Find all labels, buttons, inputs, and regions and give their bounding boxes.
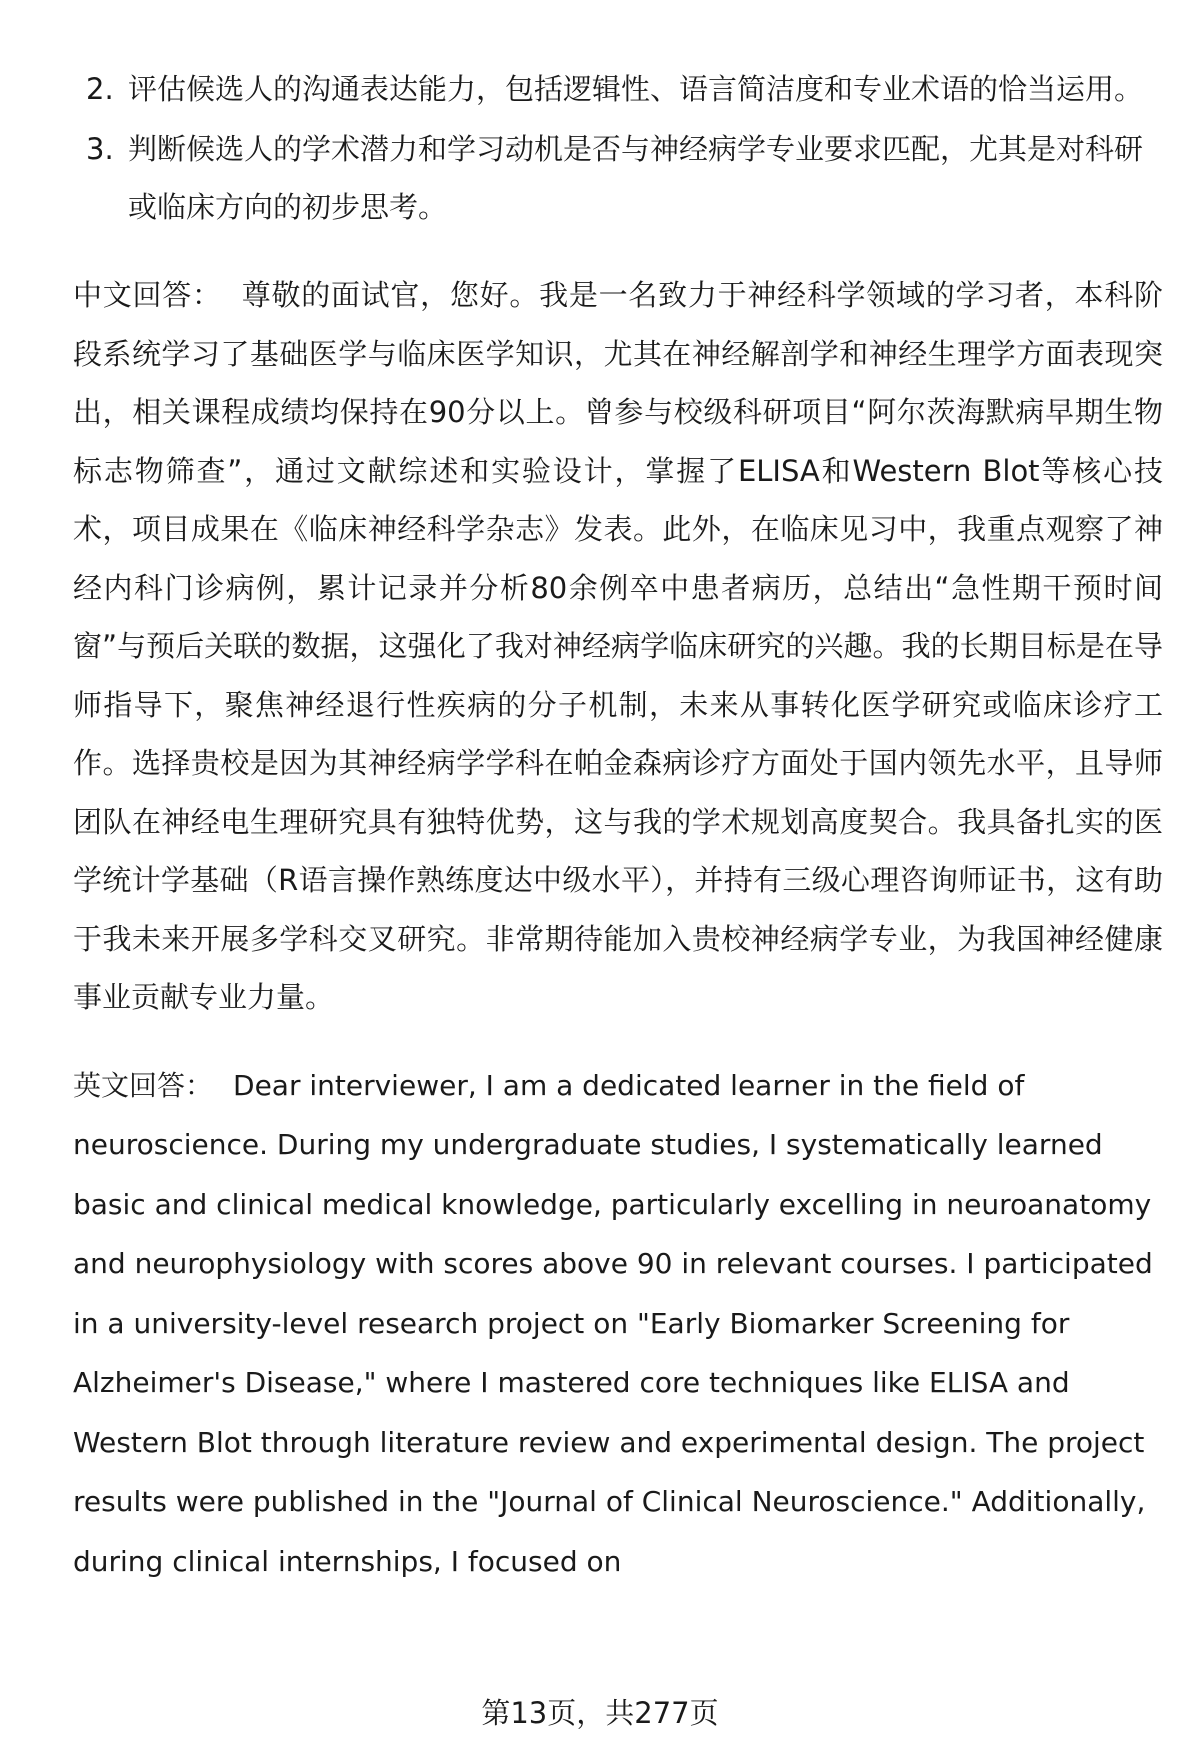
page-number-footer: 第13页，共277页: [481, 1696, 719, 1730]
english-answer-text: Dear interviewer, I am a dedicated learner in the field of neuroscience. During my undergraduate studies, I systematically learned basic and clinical medical knowledge, particularly excelling in neuroanatomy and neurophysiology with scores above 90 in relevant courses. I participated in a university-level research project on "Early Biomarker Screening for Alzheimer's Disease," where I mastered core techniques like ELISA and Western Blot through literature review and experimental design. The project results were published in the "Journal of Clinical Neuroscience." Additionally, during clinical internships, I focused on: [73, 1068, 1153, 1578]
chinese-answer-label: 中文回答：: [73, 278, 222, 312]
list-item-text: 判断候选人的学术潜力和学习动机是否与神经病学专业要求匹配，尤其是对科研或临床方向的初步思考。: [128, 132, 1144, 224]
chinese-answer-text: 尊敬的面试官，您好。我是一名致力于神经科学领域的学习者，本科阶段系统学习了基础医学与临床医学知识，尤其在神经解剖学和神经生理学方面表现突出，相关课程成绩均保持在90分以上。曾参与校级科研项目“阿尔茨海默病早期生物标志物筛查”，通过文献综述和实验设计，掌握了ELISA和Western Blot等核心技术，项目成果在《临床神经科学杂志》发表。此外，在临床见习中，我重点观察了神经内科门诊病例，累计记录并分析80余例卒中患者病历，总结出“急性期干预时间窗”与预后关联的数据，这强化了我对神经病学临床研究的兴趣。我的长期目标是在导师指导下，聚焦神经退行性疾病的分子机制，未来从事转化医学研究或临床诊疗工作。选择贵校是因为其神经病学学科在帕金森病诊疗方面处于国内领先水平，且导师团队在神经电生理研究具有独特优势，这与我的学术规划高度契合。我具备扎实的医学统计学基础（R语言操作熟练度达中级水平），并持有三级心理咨询师证书，这有助于我未来开展多学科交叉研究。非常期待能加入贵校神经病学专业，为我国神经健康事业贡献专业力量。: [73, 278, 1163, 1014]
document-page: [73, 60, 1163, 1619]
list-item: [73, 120, 1163, 236]
list-item-text: 评估候选人的沟通表达能力，包括逻辑性、语言简洁度和专业术语的恰当运用。: [128, 72, 1144, 106]
list-item-number: 3.: [86, 132, 114, 166]
list-item: [73, 60, 1163, 118]
list-item-number: 2.: [86, 72, 114, 106]
chinese-answer-paragraph: [73, 266, 1163, 1027]
evaluation-criteria-list: [73, 60, 1163, 236]
english-answer-label: 英文回答：: [73, 1068, 214, 1102]
english-answer-paragraph: [73, 1056, 1163, 1592]
